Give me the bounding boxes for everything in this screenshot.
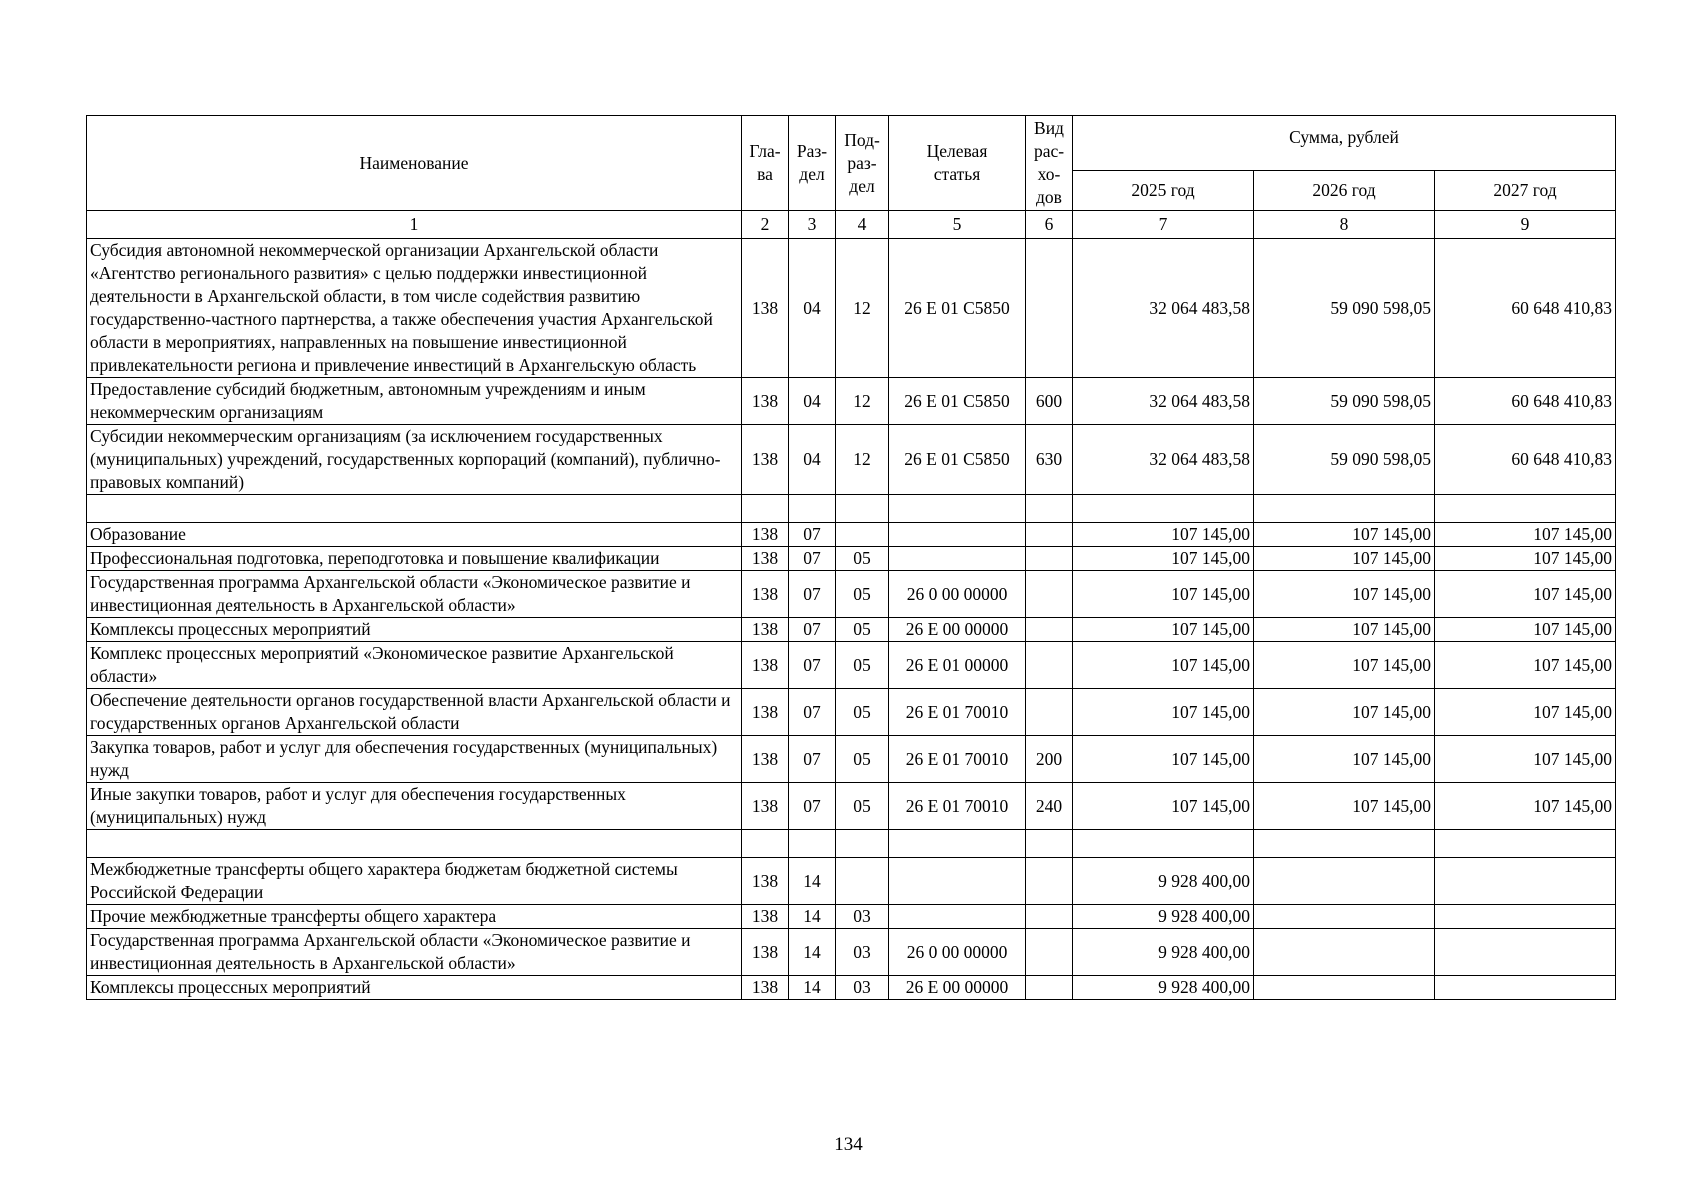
empty-cell bbox=[1254, 495, 1435, 523]
cell-podrazdel: 12 bbox=[836, 378, 889, 425]
cell-tselevaya: 26 Е 01 00000 bbox=[889, 642, 1026, 689]
cell-vid bbox=[1026, 689, 1073, 736]
empty-cell bbox=[836, 830, 889, 858]
cell-tselevaya: 26 Е 01 70010 bbox=[889, 689, 1026, 736]
cell-razdel: 07 bbox=[789, 642, 836, 689]
cell-glava: 138 bbox=[742, 689, 789, 736]
cell-amount-2025: 107 145,00 bbox=[1073, 523, 1254, 547]
cell-razdel: 07 bbox=[789, 547, 836, 571]
cell-razdel: 07 bbox=[789, 689, 836, 736]
page-number: 134 bbox=[834, 1134, 863, 1155]
cell-amount-2025: 107 145,00 bbox=[1073, 689, 1254, 736]
cell-podrazdel: 03 bbox=[836, 976, 889, 1000]
header-year-2027: 2027 год bbox=[1435, 171, 1616, 211]
cell-name: Предоставление субсидий бюджетным, автономным учреждениям и иным некоммерческим организациям bbox=[87, 378, 742, 425]
cell-vid bbox=[1026, 976, 1073, 1000]
cell-razdel: 07 bbox=[789, 783, 836, 830]
cell-amount-2026: 59 090 598,05 bbox=[1254, 239, 1435, 378]
cell-tselevaya bbox=[889, 905, 1026, 929]
cell-amount-2025: 107 145,00 bbox=[1073, 783, 1254, 830]
cell-podrazdel: 12 bbox=[836, 239, 889, 378]
table-row bbox=[87, 858, 1616, 905]
cell-vid bbox=[1026, 618, 1073, 642]
cell-podrazdel: 05 bbox=[836, 571, 889, 618]
cell-amount-2027: 107 145,00 bbox=[1435, 689, 1616, 736]
cell-tselevaya bbox=[889, 523, 1026, 547]
cell-name: Субсидия автономной некоммерческой организации Архангельской области «Агентство регионального развития» с целью поддержки инвестиционной деятельности в Архангельской области, в том числе содействия развитию государственно-частного партнерства, а также обеспечения участия Архангельской области в мероприятиях, направленных на повышение инвестиционной привлекательности региона и привлечение инвестиций в Архангельскую область bbox=[87, 239, 742, 378]
budget-table-container bbox=[86, 115, 1615, 1000]
cell-tselevaya: 26 Е 01 С5850 bbox=[889, 425, 1026, 495]
cell-razdel: 07 bbox=[789, 523, 836, 547]
cell-amount-2026: 107 145,00 bbox=[1254, 547, 1435, 571]
cell-podrazdel: 03 bbox=[836, 905, 889, 929]
cell-tselevaya bbox=[889, 547, 1026, 571]
header-razdel: Раз- дел bbox=[789, 116, 836, 211]
cell-amount-2026: 107 145,00 bbox=[1254, 618, 1435, 642]
empty-cell bbox=[1435, 830, 1616, 858]
table-body bbox=[87, 239, 1616, 1000]
cell-amount-2026 bbox=[1254, 929, 1435, 976]
header-year-2025: 2025 год bbox=[1073, 171, 1254, 211]
cell-name: Субсидии некоммерческим организациям (за исключением государственных (муниципальных) учреждений, государственных корпораций (компаний), публично-правовых компаний) bbox=[87, 425, 742, 495]
empty-cell bbox=[789, 830, 836, 858]
table-row bbox=[87, 976, 1616, 1000]
cell-razdel: 14 bbox=[789, 976, 836, 1000]
spacer-row bbox=[87, 830, 1616, 858]
empty-cell bbox=[1254, 830, 1435, 858]
cell-razdel: 14 bbox=[789, 905, 836, 929]
cell-amount-2025: 107 145,00 bbox=[1073, 547, 1254, 571]
cell-amount-2027 bbox=[1435, 929, 1616, 976]
cell-name: Прочие межбюджетные трансферты общего характера bbox=[87, 905, 742, 929]
header-year-2026: 2026 год bbox=[1254, 171, 1435, 211]
col-num-8: 8 bbox=[1254, 211, 1435, 239]
col-num-3: 3 bbox=[789, 211, 836, 239]
table-row bbox=[87, 523, 1616, 547]
cell-amount-2025: 107 145,00 bbox=[1073, 642, 1254, 689]
cell-podrazdel bbox=[836, 858, 889, 905]
col-num-9: 9 bbox=[1435, 211, 1616, 239]
cell-glava: 138 bbox=[742, 929, 789, 976]
cell-podrazdel bbox=[836, 523, 889, 547]
cell-name: Закупка товаров, работ и услуг для обеспечения государственных (муниципальных) нужд bbox=[87, 736, 742, 783]
cell-glava: 138 bbox=[742, 378, 789, 425]
cell-vid bbox=[1026, 239, 1073, 378]
cell-podrazdel: 05 bbox=[836, 642, 889, 689]
cell-razdel: 04 bbox=[789, 239, 836, 378]
cell-tselevaya: 26 0 00 00000 bbox=[889, 571, 1026, 618]
cell-amount-2025: 9 928 400,00 bbox=[1073, 905, 1254, 929]
cell-name: Государственная программа Архангельской области «Экономическое развитие и инвестиционная деятельность в Архангельской области» bbox=[87, 571, 742, 618]
cell-amount-2027: 60 648 410,83 bbox=[1435, 378, 1616, 425]
table-row bbox=[87, 571, 1616, 618]
cell-glava: 138 bbox=[742, 642, 789, 689]
cell-tselevaya: 26 Е 01 С5850 bbox=[889, 378, 1026, 425]
cell-glava: 138 bbox=[742, 425, 789, 495]
cell-amount-2025: 107 145,00 bbox=[1073, 736, 1254, 783]
cell-glava: 138 bbox=[742, 783, 789, 830]
col-num-1: 1 bbox=[87, 211, 742, 239]
cell-name: Иные закупки товаров, работ и услуг для обеспечения государственных (муниципальных) нужд bbox=[87, 783, 742, 830]
table-row bbox=[87, 618, 1616, 642]
cell-vid: 630 bbox=[1026, 425, 1073, 495]
col-num-2: 2 bbox=[742, 211, 789, 239]
cell-podrazdel: 05 bbox=[836, 783, 889, 830]
empty-cell bbox=[1073, 830, 1254, 858]
empty-cell bbox=[742, 830, 789, 858]
cell-amount-2025: 107 145,00 bbox=[1073, 571, 1254, 618]
cell-tselevaya bbox=[889, 858, 1026, 905]
cell-name: Государственная программа Архангельской области «Экономическое развитие и инвестиционная деятельность в Архангельской области» bbox=[87, 929, 742, 976]
cell-amount-2027: 107 145,00 bbox=[1435, 642, 1616, 689]
cell-amount-2027: 60 648 410,83 bbox=[1435, 425, 1616, 495]
cell-name: Межбюджетные трансферты общего характера бюджетам бюджетной системы Российской Федерации bbox=[87, 858, 742, 905]
cell-tselevaya: 26 Е 00 00000 bbox=[889, 976, 1026, 1000]
empty-cell bbox=[1026, 830, 1073, 858]
cell-amount-2025: 9 928 400,00 bbox=[1073, 976, 1254, 1000]
col-num-4: 4 bbox=[836, 211, 889, 239]
table-row bbox=[87, 378, 1616, 425]
cell-tselevaya: 26 Е 01 70010 bbox=[889, 783, 1026, 830]
cell-amount-2027: 60 648 410,83 bbox=[1435, 239, 1616, 378]
cell-razdel: 14 bbox=[789, 929, 836, 976]
cell-amount-2027 bbox=[1435, 905, 1616, 929]
cell-tselevaya: 26 Е 00 00000 bbox=[889, 618, 1026, 642]
table-row bbox=[87, 929, 1616, 976]
cell-razdel: 14 bbox=[789, 858, 836, 905]
cell-vid bbox=[1026, 929, 1073, 976]
table-row bbox=[87, 239, 1616, 378]
cell-name: Образование bbox=[87, 523, 742, 547]
header-tselevaya: Целевая статья bbox=[889, 116, 1026, 211]
cell-podrazdel: 12 bbox=[836, 425, 889, 495]
cell-amount-2026: 59 090 598,05 bbox=[1254, 425, 1435, 495]
table-row bbox=[87, 425, 1616, 495]
cell-podrazdel: 05 bbox=[836, 689, 889, 736]
cell-razdel: 04 bbox=[789, 378, 836, 425]
cell-glava: 138 bbox=[742, 571, 789, 618]
cell-amount-2027: 107 145,00 bbox=[1435, 618, 1616, 642]
cell-vid: 240 bbox=[1026, 783, 1073, 830]
cell-glava: 138 bbox=[742, 239, 789, 378]
cell-amount-2027: 107 145,00 bbox=[1435, 736, 1616, 783]
cell-amount-2027: 107 145,00 bbox=[1435, 547, 1616, 571]
header-glava: Гла- ва bbox=[742, 116, 789, 211]
cell-amount-2026: 59 090 598,05 bbox=[1254, 378, 1435, 425]
cell-glava: 138 bbox=[742, 736, 789, 783]
cell-tselevaya: 26 Е 01 С5850 bbox=[889, 239, 1026, 378]
table-row bbox=[87, 783, 1616, 830]
col-num-5: 5 bbox=[889, 211, 1026, 239]
cell-amount-2025: 32 064 483,58 bbox=[1073, 378, 1254, 425]
cell-amount-2026 bbox=[1254, 976, 1435, 1000]
col-num-6: 6 bbox=[1026, 211, 1073, 239]
empty-cell bbox=[1435, 495, 1616, 523]
cell-amount-2026: 107 145,00 bbox=[1254, 571, 1435, 618]
table-row bbox=[87, 905, 1616, 929]
header-name: Наименование bbox=[87, 116, 742, 211]
cell-amount-2027: 107 145,00 bbox=[1435, 523, 1616, 547]
cell-podrazdel: 05 bbox=[836, 736, 889, 783]
cell-name: Комплекс процессных мероприятий «Экономическое развитие Архангельской области» bbox=[87, 642, 742, 689]
cell-vid bbox=[1026, 523, 1073, 547]
cell-name: Профессиональная подготовка, переподготовка и повышение квалификации bbox=[87, 547, 742, 571]
cell-razdel: 07 bbox=[789, 618, 836, 642]
cell-vid bbox=[1026, 858, 1073, 905]
header-vid: Вид рас- хо- дов bbox=[1026, 116, 1073, 211]
cell-amount-2027: 107 145,00 bbox=[1435, 571, 1616, 618]
cell-name: Обеспечение деятельности органов государственной власти Архангельской области и государственных органов Архангельской области bbox=[87, 689, 742, 736]
cell-podrazdel: 05 bbox=[836, 618, 889, 642]
cell-vid bbox=[1026, 547, 1073, 571]
cell-name: Комплексы процессных мероприятий bbox=[87, 618, 742, 642]
cell-amount-2027 bbox=[1435, 976, 1616, 1000]
header-summa: Сумма, рублей bbox=[1073, 116, 1616, 171]
cell-tselevaya: 26 Е 01 70010 bbox=[889, 736, 1026, 783]
table-row bbox=[87, 736, 1616, 783]
cell-amount-2025: 9 928 400,00 bbox=[1073, 929, 1254, 976]
empty-cell bbox=[1073, 495, 1254, 523]
cell-amount-2025: 32 064 483,58 bbox=[1073, 425, 1254, 495]
cell-vid bbox=[1026, 571, 1073, 618]
cell-tselevaya: 26 0 00 00000 bbox=[889, 929, 1026, 976]
cell-glava: 138 bbox=[742, 618, 789, 642]
cell-glava: 138 bbox=[742, 976, 789, 1000]
empty-cell bbox=[1026, 495, 1073, 523]
cell-podrazdel: 03 bbox=[836, 929, 889, 976]
cell-glava: 138 bbox=[742, 547, 789, 571]
empty-cell bbox=[87, 830, 742, 858]
cell-vid bbox=[1026, 642, 1073, 689]
cell-amount-2025: 107 145,00 bbox=[1073, 618, 1254, 642]
cell-razdel: 04 bbox=[789, 425, 836, 495]
cell-vid: 600 bbox=[1026, 378, 1073, 425]
cell-amount-2026: 107 145,00 bbox=[1254, 736, 1435, 783]
cell-name: Комплексы процессных мероприятий bbox=[87, 976, 742, 1000]
cell-amount-2026: 107 145,00 bbox=[1254, 783, 1435, 830]
cell-amount-2026 bbox=[1254, 858, 1435, 905]
col-num-7: 7 bbox=[1073, 211, 1254, 239]
spacer-row bbox=[87, 495, 1616, 523]
cell-amount-2025: 9 928 400,00 bbox=[1073, 858, 1254, 905]
cell-amount-2026: 107 145,00 bbox=[1254, 689, 1435, 736]
table-row bbox=[87, 547, 1616, 571]
cell-vid bbox=[1026, 905, 1073, 929]
empty-cell bbox=[87, 495, 742, 523]
cell-razdel: 07 bbox=[789, 571, 836, 618]
cell-glava: 138 bbox=[742, 858, 789, 905]
empty-cell bbox=[742, 495, 789, 523]
table-row bbox=[87, 689, 1616, 736]
empty-cell bbox=[889, 830, 1026, 858]
cell-glava: 138 bbox=[742, 905, 789, 929]
empty-cell bbox=[789, 495, 836, 523]
cell-amount-2025: 32 064 483,58 bbox=[1073, 239, 1254, 378]
cell-amount-2027 bbox=[1435, 858, 1616, 905]
cell-amount-2026: 107 145,00 bbox=[1254, 642, 1435, 689]
header-podrazdel: Под- раз- дел bbox=[836, 116, 889, 211]
empty-cell bbox=[836, 495, 889, 523]
table-row bbox=[87, 642, 1616, 689]
cell-razdel: 07 bbox=[789, 736, 836, 783]
cell-glava: 138 bbox=[742, 523, 789, 547]
cell-amount-2026: 107 145,00 bbox=[1254, 523, 1435, 547]
budget-table bbox=[86, 115, 1616, 1000]
cell-vid: 200 bbox=[1026, 736, 1073, 783]
cell-amount-2026 bbox=[1254, 905, 1435, 929]
cell-amount-2027: 107 145,00 bbox=[1435, 783, 1616, 830]
cell-podrazdel: 05 bbox=[836, 547, 889, 571]
empty-cell bbox=[889, 495, 1026, 523]
